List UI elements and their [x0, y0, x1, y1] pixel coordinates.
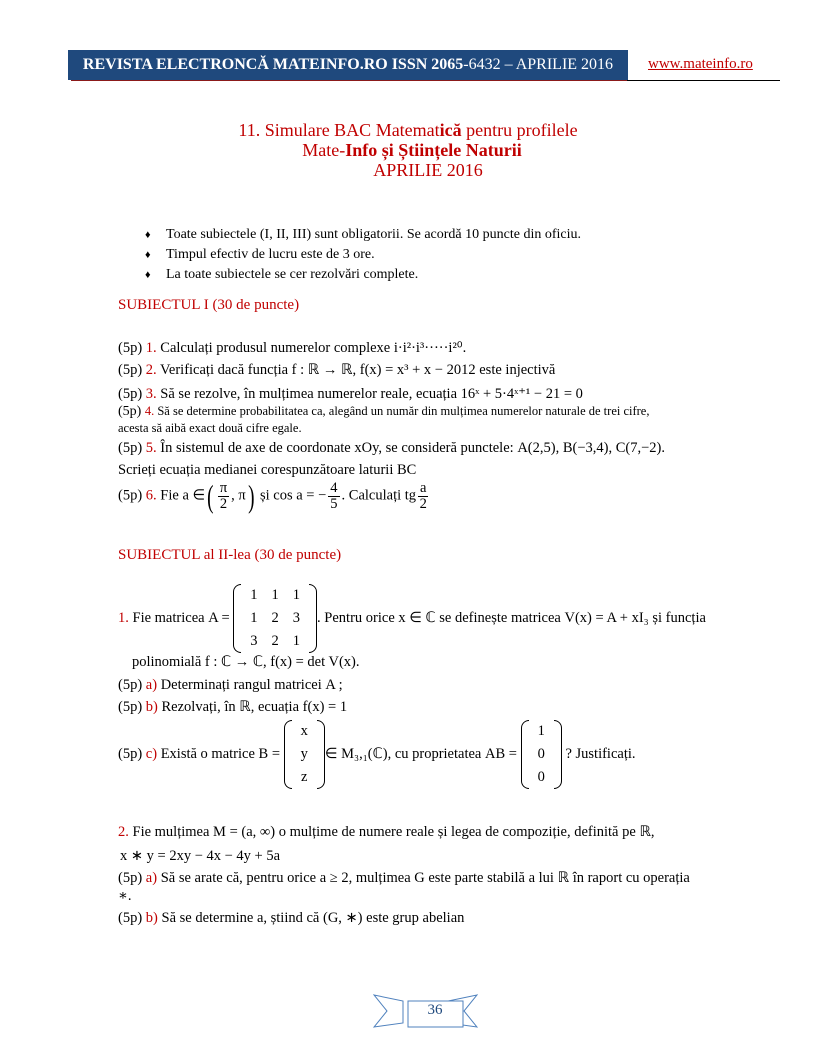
- matrix-bracket-left: [233, 584, 241, 653]
- problem-text: Să se rezolve, în mulțimea numerelor reale, ecuația: [156, 386, 461, 402]
- instruction-text: Toate subiectele (I, II, III) sunt obligatorii. Se acordă 10 puncte din oficiu.: [166, 227, 581, 242]
- problem-number: 1.: [145, 340, 157, 356]
- problem-text: , cu proprietatea: [387, 745, 485, 762]
- problem-1-4-cont: acesta să aibă exact două cifre egale.: [118, 421, 302, 435]
- math-expression: (G, ∗): [322, 910, 363, 926]
- numerator: a: [420, 479, 427, 496]
- problem-1-1: [118, 340, 466, 357]
- page-number: 36: [427, 1002, 443, 1018]
- matrix-cell: 1: [292, 633, 301, 649]
- diamond-bullet-icon: ♦: [145, 249, 151, 261]
- problem-text: Verificați dacă funcția: [156, 362, 292, 378]
- math-expression: ℝ: [639, 824, 651, 840]
- points: (5p): [118, 677, 146, 693]
- fraction: [218, 481, 229, 512]
- math-expression: i·i²·i³·····i²⁰.: [393, 340, 467, 356]
- instruction-item: [145, 225, 581, 245]
- matrix-cell: 0: [537, 769, 545, 785]
- matrix-cell: z: [301, 769, 308, 785]
- matrix-cell: 0: [537, 746, 545, 762]
- problem-text: Fie: [156, 487, 183, 504]
- math-expression: B =: [258, 745, 281, 762]
- problem-text: ? Justificați.: [561, 745, 636, 762]
- problem-text: este grup abelian: [362, 910, 465, 926]
- title-text: 11. Simulare BAC Matemat: [238, 120, 440, 140]
- problem-2-2-a: [118, 870, 690, 887]
- matrix-cell: x: [300, 723, 308, 739]
- problem-2-1-a: [118, 677, 343, 694]
- subpoint-label: a): [145, 677, 158, 693]
- problem-2-2-a-cont: ∗.: [118, 888, 132, 904]
- math-expression: a ≥ 2: [319, 870, 349, 886]
- title-text-bold: ică: [439, 120, 462, 140]
- subject-2-heading: SUBIECTUL al II-lea (30 de puncte): [118, 547, 342, 563]
- problem-number: 6.: [145, 487, 157, 504]
- problem-number: 2.: [145, 362, 157, 378]
- problem-text: În sistemul de axe de coordonate xOy, se consideră punctele:: [156, 440, 518, 456]
- math-expression: f : ℝ → ℝ, f(x) = x³ + x − 2012: [291, 362, 476, 378]
- matrix-bracket-right: [317, 720, 325, 789]
- problem-text: Calculați produsul numerelor complexe: [156, 340, 394, 356]
- problem-2-2: [118, 824, 655, 841]
- points: (5p): [118, 340, 146, 356]
- problem-text: Să se arate că, pentru orice: [157, 870, 320, 886]
- problem-text: . Calculați: [341, 487, 405, 504]
- title-text: Mate-: [302, 140, 346, 160]
- math-expression: AB =: [484, 745, 517, 762]
- banner-title-rest: -6432 – APRILIE 2016: [463, 56, 614, 73]
- matrix-cell: 3: [292, 610, 301, 626]
- matrix-B: [284, 720, 325, 789]
- denominator: 5: [330, 495, 338, 512]
- diamond-bullet-icon: ♦: [145, 269, 151, 281]
- subpoint-label: c): [145, 745, 158, 762]
- banner-title-bold: REVISTA ELECTRONCĂ MATEINFO.RO ISSN 2065: [82, 56, 464, 73]
- matrix-cell: 1: [271, 587, 279, 603]
- instruction-item: [145, 265, 581, 285]
- problem-1-3: [118, 386, 583, 403]
- points: (5p): [118, 386, 146, 402]
- composition-law: x ∗ y = 2xy − 4x − 4y + 5a: [120, 848, 281, 864]
- matrix-cell: y: [300, 746, 308, 762]
- points: (5p): [118, 440, 146, 456]
- problem-text: se definește matricea: [435, 609, 565, 626]
- matrix-cell: 1: [537, 723, 545, 739]
- fraction: [328, 481, 339, 512]
- problem-1-5: [118, 440, 665, 457]
- instruction-text: La toate subiectele se cer rezolvări complete.: [166, 267, 419, 282]
- problem-text: , mulțimea G este parte stabilă a lui: [348, 870, 558, 886]
- matrix-bracket-left: [284, 720, 292, 789]
- diamond-bullet-icon: ♦: [145, 229, 151, 241]
- title-line-1: [0, 120, 816, 140]
- problem-text: Fie mulțimea: [128, 824, 214, 840]
- matrix-bracket-left: [521, 720, 529, 789]
- subject-1-heading: SUBIECTUL I (30 de puncte): [118, 297, 300, 313]
- math-expression: ℝ: [239, 699, 251, 715]
- matrix-bracket-right: [554, 720, 562, 789]
- points: (5p): [118, 910, 146, 926]
- math-expression: 16ˣ + 5·4ˣ⁺¹ − 21 = 0: [460, 386, 583, 402]
- problem-text: Fie matricea: [128, 609, 209, 626]
- math-expression: V(x) = A + xI₃: [564, 609, 649, 626]
- problem-1-6: [118, 480, 430, 512]
- math-expression: , π: [231, 487, 246, 504]
- title-line-3: APRILIE 2016: [373, 160, 483, 180]
- matrix-cell: 2: [271, 633, 279, 649]
- problem-text: în raport cu operația: [569, 870, 690, 886]
- matrix-cell: 3: [250, 633, 258, 649]
- problem-text: Există o matrice: [157, 745, 259, 762]
- subpoint-label: b): [145, 699, 158, 715]
- math-expression: f : ℂ → ℂ, f(x) = det V(x).: [204, 654, 360, 670]
- subpoint-label: b): [145, 910, 158, 926]
- title-text-bold: Info și Științele Naturii: [345, 140, 522, 160]
- math-expression: M = (a, ∞): [213, 824, 276, 840]
- problem-number: 2.: [118, 824, 129, 840]
- math-expression: x ∈ ℂ: [398, 609, 436, 626]
- instruction-item: [145, 245, 581, 265]
- math-expression: A ;: [325, 677, 343, 693]
- matrix-A: [233, 584, 317, 653]
- problem-2-2-b: [118, 910, 464, 927]
- points: (5p): [118, 404, 145, 419]
- math-expression: A =: [208, 609, 230, 626]
- problem-text: este injectivă: [475, 362, 556, 378]
- problem-1-4: [118, 404, 650, 420]
- right-paren: ): [247, 478, 255, 514]
- problem-2-1-c: [118, 720, 636, 789]
- left-paren: (: [207, 478, 214, 514]
- math-expression: tg: [404, 487, 417, 504]
- matrix-cell: 1: [250, 610, 258, 626]
- points: (5p): [118, 362, 146, 378]
- journal-banner: [68, 50, 628, 80]
- problem-text: , ecuația: [250, 699, 303, 715]
- points: (5p): [118, 745, 146, 762]
- problem-text: și: [256, 487, 274, 504]
- matrix-cell: 1: [250, 587, 258, 603]
- website-link[interactable]: www.mateinfo.ro: [648, 56, 753, 72]
- subpoint-label: a): [145, 870, 158, 886]
- title-line-2: [4, 140, 816, 160]
- fraction: [418, 481, 428, 512]
- math-expression: A(2,5), B(−3,4), C(7,−2).: [517, 440, 665, 456]
- problem-number: 4.: [144, 404, 155, 418]
- points: (5p): [118, 870, 146, 886]
- problem-text: polinomială: [132, 654, 205, 670]
- numerator: π: [219, 479, 228, 496]
- matrix-cell: 2: [271, 610, 279, 626]
- math-expression: ∈ M₃,₁(ℂ): [324, 745, 388, 762]
- problem-text: Să se determine a, știind că: [157, 910, 323, 926]
- math-expression: cos a = −: [273, 487, 327, 504]
- problem-number: 1.: [118, 609, 129, 626]
- denominator: 2: [219, 495, 228, 512]
- points: (5p): [118, 487, 146, 504]
- math-expression: a ∈: [182, 487, 206, 504]
- matrix-cell: 1: [292, 587, 301, 603]
- points: (5p): [118, 699, 146, 715]
- problem-text: și funcția: [648, 609, 706, 626]
- problem-1-5-cont: Scrieți ecuația medianei corespunzătoare laturii BC: [118, 462, 417, 478]
- problem-number: 5.: [145, 440, 157, 456]
- problem-text: o mulțime de numere reale și legea de compoziție, definită pe: [275, 824, 640, 840]
- math-expression: ℝ: [557, 870, 570, 886]
- problem-text: ,: [650, 824, 655, 840]
- math-expression: f(x) = 1: [302, 699, 348, 715]
- title-text: pentru profilele: [461, 120, 578, 140]
- problem-text: Determinați rangul matricei: [157, 677, 326, 693]
- problem-2-1-b: [118, 699, 347, 716]
- instruction-text: Timpul efectiv de lucru este de 3 ore.: [166, 247, 375, 262]
- problem-1-2: [118, 362, 555, 379]
- numerator: 4: [330, 479, 338, 496]
- problem-text: Rezolvați, în: [157, 699, 240, 715]
- matrix-AB: [521, 720, 562, 789]
- matrix-bracket-right: [309, 584, 317, 653]
- header-rule-black: [627, 80, 780, 81]
- denominator: 2: [419, 495, 427, 512]
- problem-2-1-cont: [132, 654, 360, 671]
- problem-number: 3.: [145, 386, 157, 402]
- problem-text: . Pentru orice: [317, 609, 399, 626]
- problem-text: Să se determine probabilitatea ca, alegând un număr din mulțimea numerelor naturale de trei cifre,: [154, 404, 650, 418]
- header-rule-red: [71, 80, 627, 81]
- problem-2-1: [118, 584, 706, 653]
- instructions-list: [145, 225, 581, 285]
